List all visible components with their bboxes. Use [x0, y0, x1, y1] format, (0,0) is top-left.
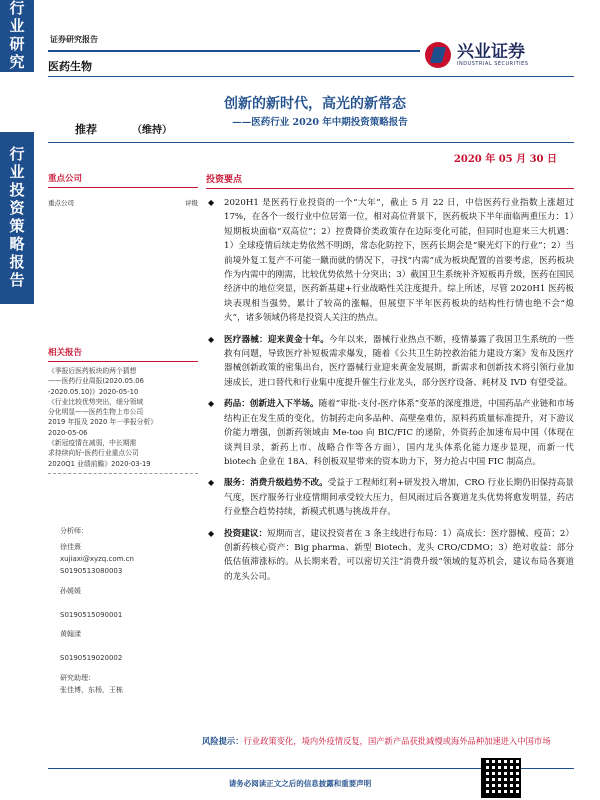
sidebar-bottom-band	[0, 132, 34, 304]
related-report-line[interactable]: 《季报后医药板块的两个猜想	[48, 367, 137, 375]
related-report-line[interactable]: 2020-05-06	[48, 428, 88, 437]
related-reports-heading: 相关报告	[48, 348, 83, 358]
investment-point	[206, 527, 574, 585]
key-companies-heading: 重点公司	[48, 174, 83, 184]
key-companies-header-row	[48, 198, 198, 207]
investment-point	[206, 196, 574, 326]
risk-text: 行业政策变化，境内外疫情反复，国产新产品获批减慢或海外品种加速进入中国市场	[243, 736, 551, 746]
related-report-line[interactable]: -2020.05.10)》2020-05-10	[48, 387, 139, 396]
analyst-cert: S0190519020002	[60, 654, 123, 662]
related-report-line[interactable]: 分化明显——医药生物上市公司	[48, 408, 144, 417]
related-report-line[interactable]: 2019 年报及 2020 年一季报分析》	[48, 418, 158, 427]
report-subtitle: ——医药行业 2020 年中期投资策略报告	[232, 117, 408, 128]
investment-point-text: 随着“审批-支付-医疗体系”变革的深度推进，中国药品产业链和市场结构正在发生质的变化，仿制药走向多品种、高壁垒难仿，原料药质量标准提升，对下游议价能力增强，创新药领域由 Me-too 向 BIC/FIC 的递阶，外资药企加速布局中国（体现在谈判目录，新药上市、战略合作等各方面），国内龙头体系化能力逐步显现，而新一代 biotech 企业在 18A、科创板双星带来的资本助力下，努力抢占中国 FIC 制高点。	[224, 399, 574, 467]
rating-value: （维持）	[132, 125, 172, 136]
analysts-section	[60, 526, 200, 698]
col-rating: 评级	[185, 199, 198, 207]
investment-point-lead: 药品：创新进入下半场。	[224, 399, 319, 410]
key-companies-divider	[48, 187, 198, 188]
sector-divider	[48, 76, 574, 77]
risk-label: 风险提示：	[202, 736, 244, 746]
sidebar-top-label: 行业研究	[7, 0, 26, 72]
col-company: 重点公司	[48, 199, 74, 207]
investment-point-text: 受益于工程师红利+研发投入增加，CRO 行业长期仍旧保持高景气度，医疗服务行业疫情期间承受较大压力，但风雨过后各赛道龙头优势将愈发明显，药店行业整合趋势持续，新模式机遇与挑战并存。	[224, 478, 574, 518]
investment-points-heading: 投资要点	[206, 175, 243, 185]
key-companies-section	[48, 172, 198, 207]
investment-point-text: 今年以来，器械行业热点不断，疫情暴露了我国卫生系统的一些救有问题，导致医疗补短板需求爆发，随着《公共卫生防控救治能力建设方案》发布及医疗器械创新政策的密集出台，医疗器械行业迎来黄金发展期，新需求和创新技术将引领行业加速成长，进口替代和行业集中度提升催生行业龙头，部分医疗设备、耗材及 IVD 有望受益。	[224, 334, 574, 388]
report-date: 2020 年 05 月 30 日	[453, 154, 557, 165]
logo-mark-icon	[425, 42, 451, 68]
investment-point-lead: 服务：消费升级趋势不改。	[224, 478, 328, 489]
analyst-cert: S0190513080003	[60, 567, 123, 575]
investment-points-section	[206, 172, 574, 584]
sidebar-bottom-label: 行业投资策略报告	[7, 146, 26, 290]
related-reports-end-divider	[48, 473, 198, 474]
title-divider	[48, 142, 574, 143]
report-type-label: 证券研究报告	[50, 35, 98, 44]
investment-point	[206, 397, 574, 469]
analyst-name: 黄翰漾	[60, 630, 81, 638]
investment-point-lead: 投资建议：	[224, 528, 268, 539]
investment-point-lead: 医疗器械：迎来黄金十年。	[224, 334, 330, 345]
investment-point	[206, 333, 574, 391]
qr-code-icon	[481, 758, 521, 798]
related-report-line[interactable]: ——医药行业周报(2020.05.06	[48, 377, 144, 386]
logo-cn: 兴业证券	[457, 41, 525, 62]
header-divider	[48, 50, 420, 52]
investment-point-text: 2020H1 是医药行业投资的一个“大年”，截止 5 月 22 日，中信医药行业指数上涨超过 17%，在各个一级行业中位居第一位，相对高位背景下，医药板块下半年面临两重压力：1）短期板块面临“双高位”；2）控费降价类政策存在边际变化可能，但同时也迎来三大机遇：1）全球疫情后续走势依然不明朗，常态化防控下，医药长期会是“聚光灯下的行业”；2）当前境外复工复产不可能一蹴而就的情况下，寻找“内需”成为板块配置的首要考虑，医药板块作为内需中的刚需，比较优势依然十分突出；3）截国卫生系统补齐短板再升级，医药在国民经济中的地位突显，医药新基建+行业战略性关注度提升。综上所述，尽管 2020H1 医药板块表现相当强势，累计了较高的涨幅，但展望下半年医药板块的结构性行情也绝不会“熄火”，诸多领域仍将是投资人关注的热点。	[224, 198, 574, 324]
related-report-line[interactable]: 《行业比较优势突出，细分领域	[48, 397, 144, 406]
analyst-email[interactable]	[60, 642, 200, 655]
rating-label: 推荐	[75, 123, 97, 136]
analyst-name: 孙媛媛	[60, 586, 81, 595]
analyst-name: 徐佳熹	[60, 543, 81, 551]
investment-points-divider	[206, 188, 574, 189]
analyst-role-label: 分析师：	[60, 527, 88, 535]
analyst-cert: S0190515090001	[60, 610, 123, 619]
sidebar-top-band	[0, 0, 34, 72]
related-report-line[interactable]: 求持续向好-医药行业重点公司	[48, 449, 139, 458]
risk-warning	[202, 735, 574, 749]
logo-en: INDUSTRIAL SECURITIES	[457, 60, 529, 67]
assistant-names: 张佳博，东杨，王栋	[60, 686, 123, 694]
sector-label: 医药生物	[48, 60, 92, 73]
related-reports-divider	[48, 361, 198, 362]
report-title: 创新的新时代，高光的新常态	[224, 96, 406, 112]
analyst-email[interactable]	[60, 598, 200, 611]
company-logo	[425, 38, 565, 72]
footer-disclaimer: 请务必阅读正文之后的信息披露和重要声明	[228, 779, 372, 788]
related-reports-section	[48, 346, 198, 474]
investment-point	[206, 476, 574, 519]
related-report-line[interactable]: 《新冠疫情在减弱，中长期需	[48, 439, 137, 448]
assistant-role-label: 研究助理：	[60, 673, 95, 682]
investment-point-text: 短期而言，建议投资者在 3 条主线进行布局：1）高成长：医疗器械、疫苗；2）创新药核心资产：Big pharma、新型 Biotech、龙头 CRO/CDMO；3）绝对收益：部分低估值滞涨标的。从长期来看，可以密切关注“消费升级”领域的复苏机会，建议布局各赛道的龙头公司。	[224, 528, 574, 582]
related-report-line[interactable]: 2020Q1 业绩前瞻》2020-03-19	[48, 459, 151, 468]
analyst-email[interactable]: xujiaxi@xyzq.com.cn	[60, 554, 134, 563]
